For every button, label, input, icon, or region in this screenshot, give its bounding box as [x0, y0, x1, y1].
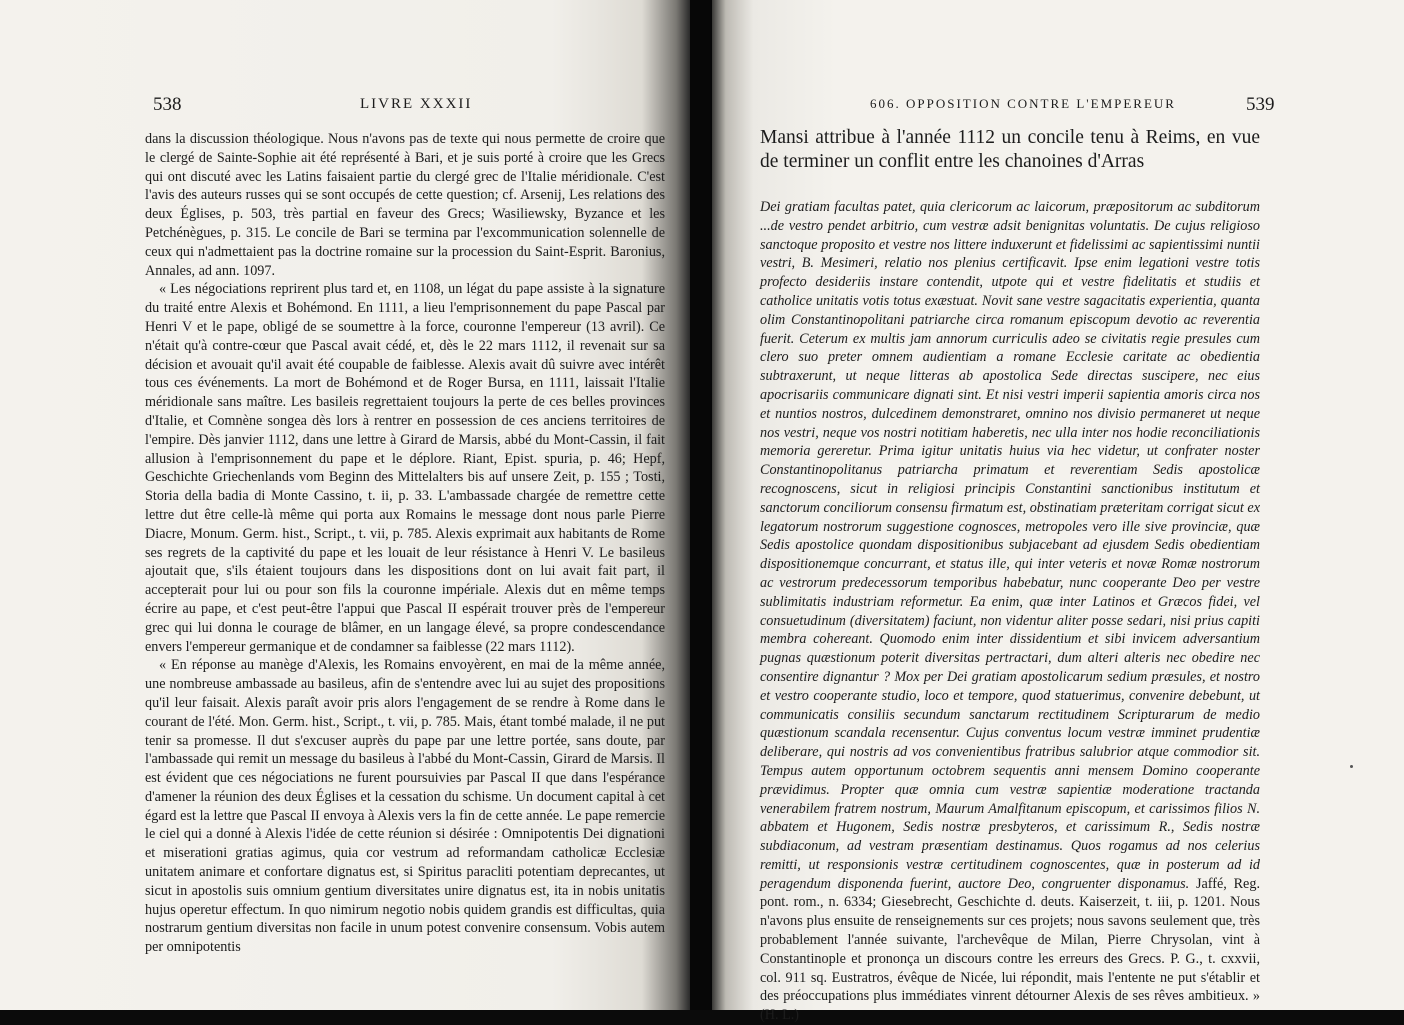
running-head: LIVRE XXXII	[360, 96, 473, 112]
paragraph: dans la discussion théologique. Nous n'avons pas de texte qui nous permette de croire que le clergé de Sainte-Sophie ait été représenté à Bari, et je suis porté à croire que les Grecs qui ont discuté avec les Latins faisaient partie du clergé grec de l'Italie méridionale. C'est l'avis des auteurs russes qui se sont occupés de cette question; cf. Arsenij, Les relations des deux Églises, p. 503, très partial en faveur des Grecs; Wasiliewsky, Byzance et les Petchénègues, p. 315. Le concile de Bari se termina par l'excommunication solennelle de ceux qui n'admettaient pas la doctrine romaine sur la procession du Saint-Esprit. Baronius, Annales, ad ann. 1097.	[145, 131, 665, 279]
page-number: 538	[153, 94, 182, 115]
latin-letter-text: Dei gratiam facultas patet, quia clericorum ac laicorum, præpositorum ac subditorum ...de vestro pendet arbitrio, cum vestræ adsit benignitas voluntatis. De cujus religioso sanctoque proposito et vestre nos littere induxerunt et fidelissimi ac sapientissimi nuntii vestri, B. Mesimeri, relatio nos plenius certificavit. Ipse enim legationi vestre totis profecto desideriis instare contendit, utpote qui et vestre fidelitatis et studiis et catholice unitatis votis totus exæstuat. Novit sane vestre sagacitatis experientia, quanta olim Constantinopolitani patriarche circa romanum episcopum devotio ac reverentia fuerit. Ceterum ex multis jam annorum curriculis adeo se civitatis regie presules cum clero suo preter omnem audientiam a romane Ecclesie caritate ac obedientia subtraxerunt, ut neque litteras ab apostolica Sede directas suscipere, nec eius apocrisariis communicare dignati sint. Et nisi vestri imperii sapientia amoris circa nos et nuntios nostros, dulcedinem demonstraret, omnino nos divisio permaneret ut neque nos vestri, neque vos nostri notitiam haberetis, nec ulla inter nos hodie reconciliationis memoria gereretur. Prima igitur unitatis huius via hec videtur, ut confrater noster Constantinopolitanus patriarcha primatum et reverentiam Sedis apostolicæ recognoscens, sicut in religiosi principis Constantini sanctionibus institutum et sanctorum conciliorum consensu firmatum est, obstinatiam præteritam corrigat sicut ex legatorum nostrorum suggestione cognosces, metropoles vero ille sive provinciæ, quæ Sedis apostolice quondam dispositionibus subjacebant ad ejusdem Sedis obedientiam dispositionemque concurrant, et status ille, qui inter veteris et novæ Romæ nostrorum ac vestrorum predecessorum temporibus habebatur, nunc cooperante Deo per vestre sublimitatis industriam reformetur. Ea enim, quæ inter Latinos et Græcos fidei, vel consuetudinum (diversitatem) faciunt, non videntur aliter posse sedari, nisi prius capiti membra cohereant. Quomodo enim inter dissidentium et sibi invicem adversantium pugnas quæstionum poterit diversitas pertractari, dum alteri alteris nec obedire nec consentire dignantur ? Mox per Dei gratiam apostolicarum sedium præsules, et nostro et vestro cooperante studio, loco et tempore, quod statuerimus, convenire debebunt, ut communicatis consiliis secundum sanctarum rectitudinem Scripturarum de medio quæstionum scandala recensentur. Cujus conventus locum vestræ imminet prudentiæ deliberare, qui nostris ad vos convenientibus fratribus salubrior atque commodior sit. Tempus autem opportunum octobrem sequentis anni mensem Domino cooperante prævidimus. Propter quæ omnia cum vestræ sapientiæ moderatione tractanda venerabilem fratrem nostrum, Maurum Amalfitanum episcopum, et carissimos filios N. abbatem et Hugonem, Sedis nostræ presbyteros, et carissimum R., Sedis nostræ subdiaconum, ad vestram præsentiam destinamus. Quos rogamus ad nos celerius remitti, ut responsionis vestræ certitudinem cognoscentes, quæ in posterum ad id peragendum disponenda fuerint, auctore Deo, congruenter disponamus.	[760, 199, 1260, 892]
right-page	[712, 0, 1404, 1024]
body-text	[145, 130, 665, 957]
book-gutter	[690, 0, 712, 1010]
page-mark	[1350, 765, 1353, 768]
body-text	[760, 198, 1260, 1025]
paragraph: « En réponse au manège d'Alexis, les Romains envoyèrent, en mai de la même année, une nombreuse ambassade au basileus, afin de s'entendre avec lui au sujet des propositions qu'il leur faisait. Alexis paraît avoir pris alors l'engagement de se rendre à Rome dans le courant de l'été. Mon. Germ. hist., Script., t. vii, p. 785. Mais, étant tombé malade, il ne put tenir sa promesse. Il dut s'excuser auprès du pape par une lettre portée, sans doute, par l'ambassade qui remit un message du basileus à l'abbé du Mont-Cassin, Girard de Marsis. Il est évident que ces négociations ne furent poursuivies par Pascal II que dans l'espérance d'amener la réunion des deux Églises et la cessation du schisme. Un document capital à cet égard est la lettre que Pascal II envoya à Alexis vers la fin de cette année. Le pape remercie le ciel qui a donné à Alexis l'idée de cette réunion si désirée : Omnipotentis Dei dignationi et miserationi gratias agimus, quia cor vestrum ad reformandam catholicæ Ecclesiæ unitatem animare et confortare dignatus est, si Spiritus paracliti potentiam deprecantes, ut sicut in apostolis suis omnium gentium diversitates unire dignatus est, ita in nobis unitatis hujus operetur effectum. In quo nimirum negotio nobis quidem grandis est difficultas, quia nostrarum gentium diversitas non facile in unum potest convenire consensum. Vobis autem per omnipotentis	[145, 657, 665, 956]
lead-text: Mansi attribue à l'année 1112 un concile tenu à Reims, en vue de terminer un conflit entre les chanoines d'Arras	[760, 127, 1260, 172]
running-head: 606. OPPOSITION CONTRE L'EMPEREUR	[870, 96, 1176, 111]
left-page	[0, 0, 690, 1010]
paragraph: « Les négociations reprirent plus tard et, en 1108, un légat du pape assiste à la signature du traité entre Alexis et Bohémond. En 1111, a lieu l'emprisonnement du pape Pascal par Henri V et le pape, obligé de se soumettre à la force, couronne l'empereur (13 avril). Ce n'était qu'à contre-cœur que Pascal avait cédé, et, dès le 22 mars 1112, il revenait sur sa décision et avouait qu'il avait été coupable de faiblesse. Alexis avait dû suivre avec intérêt tous ces événements. La mort de Bohémond et de Roger Bursa, en 1111, laissait l'Italie méridionale sans maître. Les basileis regrettaient toujours la perte de ces belles provinces d'Italie, et Comnène songea dès lors à rentrer en possession de ces anciens territoires de l'empire. Dès janvier 1112, dans une lettre à Girard de Marsis, abbé du Mont-Cassin, il fait allusion à l'emprisonnement du pape et le déplore. Riant, Epist. spuria, p. 46; Hepf, Geschichte Griechenlands vom Beginn des Mittelalters bis auf unsere Zeit, p. 155 ; Tosti, Storia della badia di Monte Cassino, t. ii, p. 33. L'ambassade chargée de remettre cette lettre dut être celle-là même qui porta aux Romains le message dont nous parle Pierre Diacre, Monum. Germ. hist., Script., t. vii, p. 785. Alexis exprimait aux habitants de Rome ses regrets de la captivité du pape et les louait de leur résistance à Henri V. Le basileus ajoutait que, s'ils étaient toujours dans les dispositions dont on lui avait fait part, il accepterait pour lui ou pour son fils la couronne impériale. Alexis dut en même temps écrire au pape, et c'est peut-être l'appui que Pascal II espérait trouver près de l'empereur grec qui lui donna le courage de blâmer, en un langage élevé, sa propre condescendance envers l'empereur germanique et de condamner sa faiblesse (22 mars 1112).	[145, 281, 665, 655]
page-number: 539	[1246, 94, 1275, 115]
closing-text: Jaffé, Reg. pont. rom., n. 6334; Giesebrecht, Geschichte d. deuts. Kaiserzeit, t. iii, p. 1201. Nous n'avons plus ensuite de renseignements sur ces projets; nous savons seulement que, très probablement l'année suivante, l'archevêque de Milan, Pierre Chrysolan, vint à Constantinople et prononça un discours contre les erreurs des Grecs. P. G., t. cxxvii, col. 911 sq. Eustratros, évêque de Nicée, lui répondit, mais l'entente ne put s'établir et des préoccupations plus immédiates vinrent détourner Alexis de ses rêves ambitieux. » (H. L.)	[760, 875, 1260, 1024]
